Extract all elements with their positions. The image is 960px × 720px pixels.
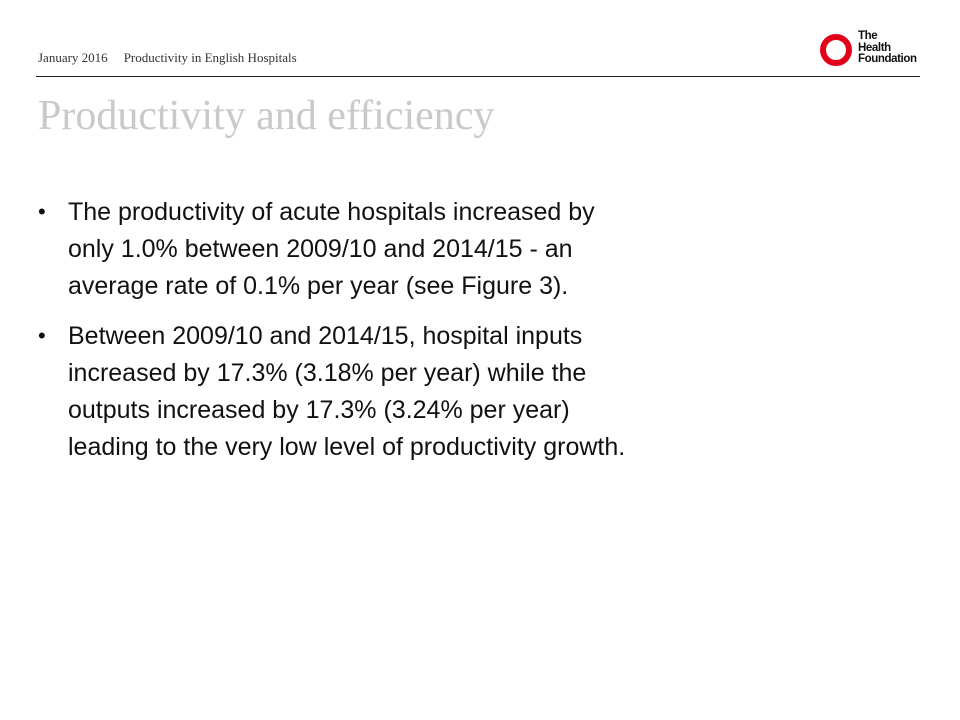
slide-header [38,50,297,66]
bullet-item-inputs-outputs [38,318,798,466]
slide-title: Productivity and efficiency [38,93,495,139]
bullet-line: increased by 17.3% (3.18% per year) while the [68,359,587,387]
bullet-line: only 1.0% between 2009/10 and 2014/15 - an [68,235,573,263]
bullet-line: The productivity of acute hospitals increased by [68,198,595,226]
ring-logo-icon [820,34,852,66]
bullet-line: outputs increased by 17.3% (3.24% per year) [68,396,570,424]
logo-wordmark [858,31,917,66]
health-foundation-logo [820,30,930,66]
logo-line-foundation: Foundation [858,53,917,65]
logo-line-the: The [858,30,878,42]
header-divider [36,76,920,77]
bullet-line: Between 2009/10 and 2014/15, hospital inputs [68,322,583,350]
logo-line-health: Health [858,41,891,54]
bullet-line: leading to the very low level of productivity growth. [68,433,626,461]
bullet-marker: • [38,199,46,224]
bullet-item-productivity [38,194,798,305]
bullet-marker: • [38,323,46,348]
bullet-list [38,194,798,479]
header-date: January 2016 [38,50,108,65]
bullet-line: average rate of 0.1% per year (see Figure 3). [68,272,569,300]
header-report-title: Productivity in English Hospitals [123,50,297,65]
